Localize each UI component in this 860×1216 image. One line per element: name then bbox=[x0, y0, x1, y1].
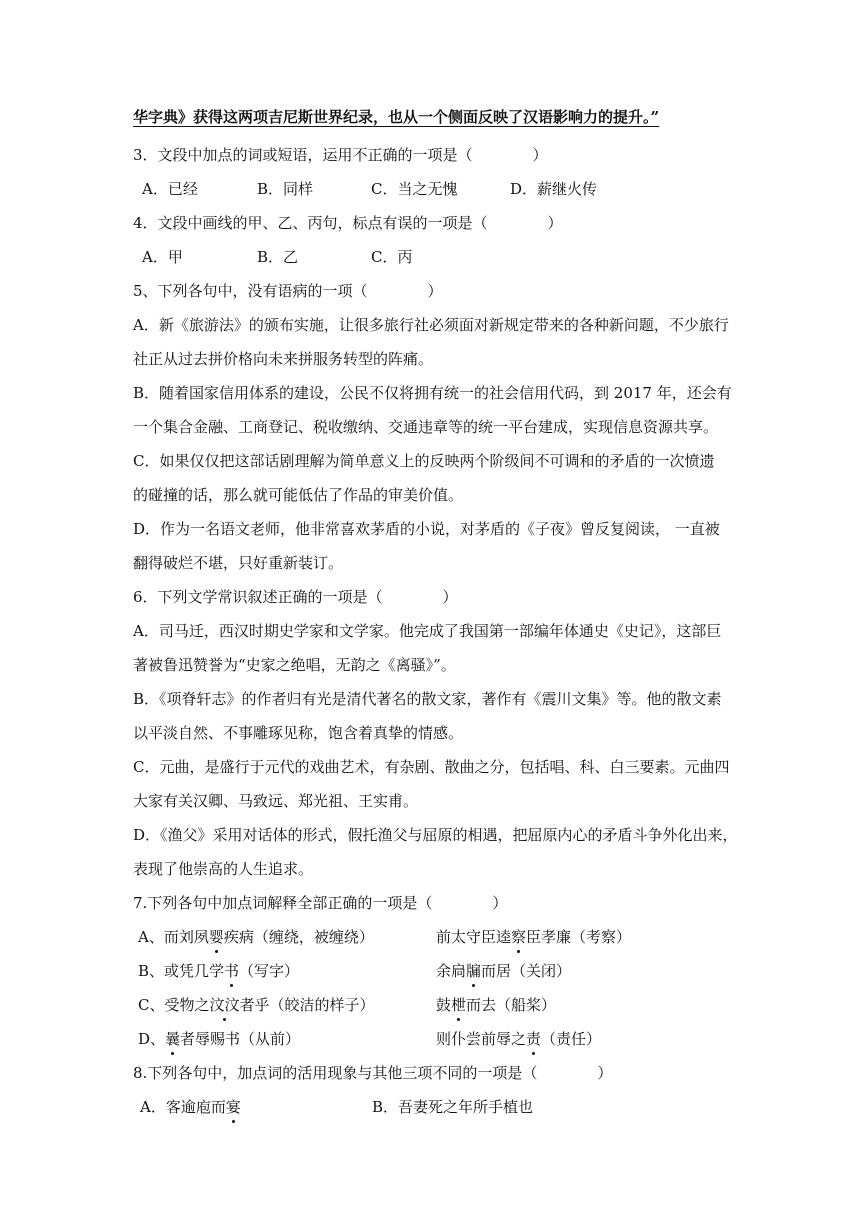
q5-option-b-line-2: 一个集合金融、工商登记、税收缴纳、交通违章等的统一平台建成，实现信息资源共享。 bbox=[133, 418, 719, 436]
question-4-stem: 4．文段中画线的甲、乙、丙句，标点有误的一项是（ ） bbox=[133, 214, 563, 232]
q6-option-b-line-2: 以平淡自然、不事雕琢见称，饱含着真挚的情感。 bbox=[133, 724, 464, 742]
q5-option-a-line-2: 社正从过去拼价格向未来拼服务转型的阵痛。 bbox=[133, 350, 434, 368]
question-5-stem: 5、下列各句中，没有语病的一项（ ） bbox=[133, 282, 443, 300]
question-3-stem: 3．文段中加点的词或短语，运用不正确的一项是（ ） bbox=[133, 146, 548, 164]
q6-option-c-line-1: C．元曲，是盛行于元代的戏曲艺术，有杂剧、散曲之分，包括唱、科、白三要素。元曲四 bbox=[133, 758, 730, 776]
question-6-stem: 6．下列文学常识叙述正确的一项是（ ） bbox=[133, 588, 458, 606]
q6-option-a-line-1: A．司马迁，西汉时期史学家和文学家。他完成了我国第一部编年体通史《史记》，这部巨 bbox=[133, 622, 722, 640]
q7-option-b-right: 余扃牖而居（关闭） bbox=[436, 962, 572, 980]
q7-option-c-right: 鼓枻而去（船桨） bbox=[436, 996, 557, 1014]
q3-option-a: A．已经 bbox=[142, 180, 198, 198]
dotted-word: 曩 bbox=[165, 1030, 181, 1048]
q8-option-a: A．客逾庖而宴 bbox=[140, 1098, 241, 1116]
q8-option-b: B．吾妻死之年所手植也 bbox=[372, 1098, 534, 1116]
dotted-word: 察 bbox=[511, 928, 527, 946]
q6-option-c-line-2: 大家有关汉卿、马致远、郑光祖、王实甫。 bbox=[133, 792, 419, 810]
q7-option-a-left: A、而刘夙婴疾病（缠绕，被缠绕） bbox=[138, 928, 374, 946]
q3-option-c: C．当之无愧 bbox=[371, 180, 458, 198]
dotted-word: 责 bbox=[526, 1030, 542, 1048]
question-8-stem: 8.下列各句中，加点词的活用现象与其他三项不同的一项是（ ） bbox=[133, 1064, 613, 1082]
q6-option-d-line-1: D．《渔父》采用对话体的形式，假托渔父与屈原的相遇，把屈原内心的矛盾斗争外化出来， bbox=[133, 826, 738, 844]
q6-option-d-line-2: 表现了他崇高的人生追求。 bbox=[133, 860, 314, 878]
q4-option-b: B．乙 bbox=[257, 248, 299, 266]
q5-option-d-line-1: D．作为一名语文老师，他非常喜欢茅盾的小说，对茅盾的《子夜》曾反复阅读， 一直被 bbox=[133, 520, 720, 538]
q5-option-c-line-1: C．如果仅仅把这部话剧理解为简单意义上的反映两个阶级间不可调和的矛盾的一次愤遗 bbox=[133, 452, 715, 470]
q5-option-a-line-1: A．新《旅游法》的颁布实施，让很多旅行社必须面对新规定带来的各种新问题，不少旅行 bbox=[133, 316, 729, 334]
q6-option-a-line-2: 著被鲁迅赞誉为“史家之绝唱，无韵之《离骚》”。 bbox=[133, 656, 456, 674]
q7-option-d-left: D、曩者辱赐书（从前） bbox=[138, 1030, 301, 1048]
question-7-stem: 7.下列各句中加点词解释全部正确的一项是（ ） bbox=[133, 894, 508, 912]
q3-option-d: D．薪继火传 bbox=[510, 180, 598, 198]
q7-option-d-right: 则仆尝前辱之责（责任） bbox=[436, 1030, 602, 1048]
q6-option-b-line-1: B．《项脊轩志》的作者归有光是清代著名的散文家，著作有《震川文集》等。他的散文素 bbox=[133, 690, 722, 708]
q7-option-a-right: 前太守臣逵察臣孝廉（考察） bbox=[436, 928, 632, 946]
dotted-word: 枻 bbox=[451, 996, 467, 1014]
q7-option-c-left: C、受物之汶汶者乎（皎洁的样子） bbox=[138, 996, 375, 1014]
dotted-word: 宴 bbox=[225, 1098, 241, 1116]
passage-tail: 华字典》获得这两项吉尼斯世界纪录，也从一个侧面反映了汉语影响力的提升。” bbox=[133, 108, 660, 126]
dotted-word: 婴 bbox=[208, 928, 224, 946]
dotted-word: 牖 bbox=[466, 962, 482, 980]
q5-option-c-line-2: 的碰撞的话，那么就可能低估了作品的审美价值。 bbox=[133, 486, 464, 504]
q5-option-b-line-1: B．随着国家信用体系的建设，公民不仅将拥有统一的社会信用代码，到 2017 年，还会有 bbox=[133, 384, 732, 402]
q7-option-b-left: B、或凭几学书（写字） bbox=[138, 962, 300, 980]
q5-option-d-line-2: 翻得破烂不堪，只好重新装订。 bbox=[133, 554, 344, 572]
q4-option-c: C．丙 bbox=[371, 248, 413, 266]
dotted-word: 书 bbox=[224, 962, 240, 980]
q4-option-a: A．甲 bbox=[142, 248, 183, 266]
dotted-word: 汶汶 bbox=[209, 996, 240, 1014]
q3-option-b: B．同样 bbox=[257, 180, 314, 198]
